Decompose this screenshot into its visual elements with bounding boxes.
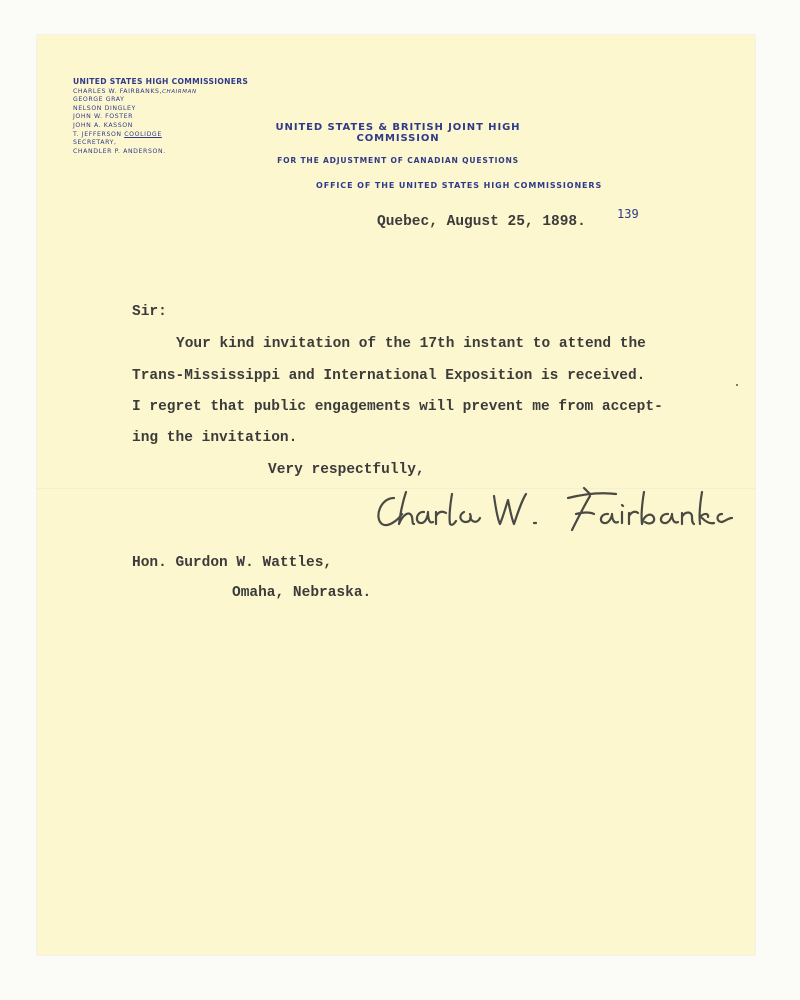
- letterhead-commission: [232, 122, 564, 165]
- commissioner-coolidge: [73, 131, 248, 140]
- letterhead-commissioners: [73, 78, 248, 156]
- commission-purpose: FOR THE ADJUSTMENT OF CANADIAN QUESTIONS: [277, 156, 519, 165]
- secretary-name: CHANDLER P. ANDERSON.: [73, 147, 166, 155]
- commissioner-chairman: [73, 88, 248, 97]
- place-date: Quebec, August 25, 1898.: [377, 214, 586, 230]
- commissioner-name: JOHN W. FOSTER: [73, 113, 134, 121]
- coolidge-prefix: T. JEFFERSON: [73, 130, 125, 138]
- office-line: OFFICE OF THE UNITED STATES HIGH COMMISSIONERS: [316, 181, 603, 190]
- paper-speck: [736, 384, 738, 386]
- body-line: ing the invitation.: [132, 430, 298, 446]
- body-line: I regret that public engagements will prevent me from accept-: [132, 399, 663, 415]
- recipient-name: Hon. Gurdon W. Wattles,: [132, 555, 333, 571]
- coolidge-name: COOLIDGE: [124, 130, 162, 138]
- commissioner-name: GEORGE GRAY: [73, 96, 125, 104]
- handwritten-signature: [372, 484, 742, 544]
- body-line: Trans-Mississippi and International Exposition is received.: [132, 368, 646, 384]
- commission-name: UNITED STATES & BRITISH JOINT HIGH COMMISSION: [275, 122, 521, 144]
- chairman-name: CHARLES W. FAIRBANKS,: [73, 87, 163, 95]
- closing: Very respectfully,: [268, 462, 425, 478]
- commissioner-name: JOHN A. KASSON: [73, 121, 133, 129]
- salutation: Sir:: [132, 304, 167, 320]
- commissioners-title: UNITED STATES HIGH COMMISSIONERS: [73, 77, 249, 86]
- chairman-role: CHAIRMAN: [162, 88, 197, 95]
- file-number-stamp: 139: [617, 207, 639, 221]
- commissioner-name: NELSON DINGLEY: [73, 104, 136, 112]
- secretary-label: SECRETARY,: [73, 139, 117, 147]
- body-line: Your kind invitation of the 17th instant to attend the: [176, 336, 646, 352]
- recipient-location: Omaha, Nebraska.: [232, 585, 372, 601]
